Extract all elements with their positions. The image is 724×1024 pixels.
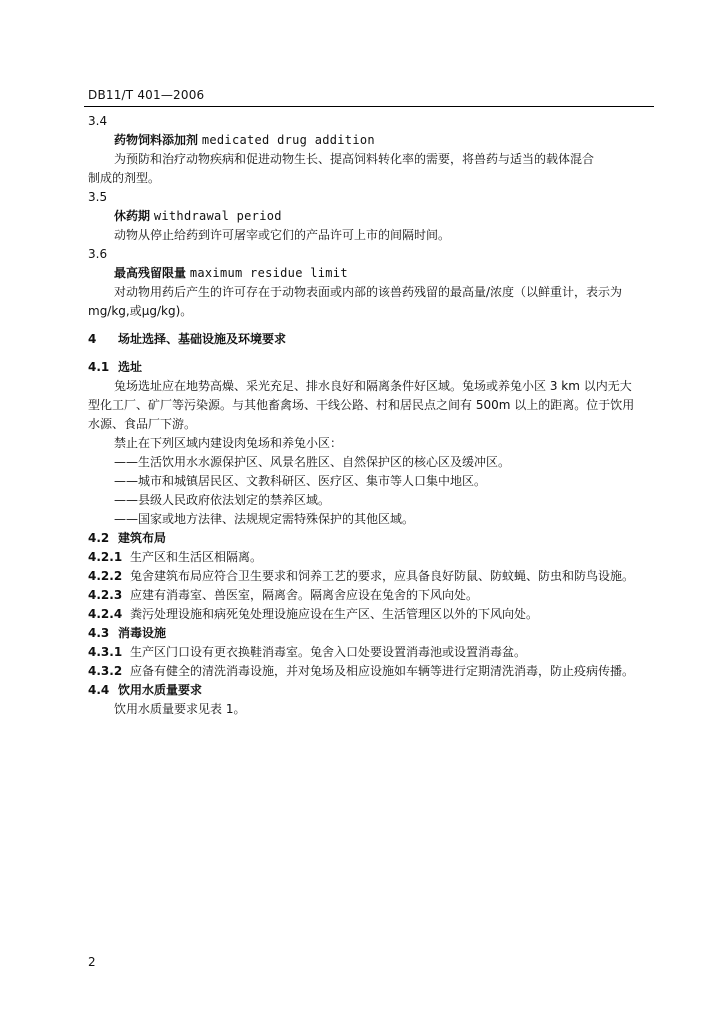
- subsection-4-1: [88, 358, 656, 529]
- page-number: 2: [88, 955, 96, 969]
- term-title-en: maximum residue limit: [189, 266, 348, 280]
- term-definition-line: 为预防和治疗动物疾病和促进动物生长、提高饲料转化率的需要，将兽药与适当的载体混合: [114, 152, 595, 166]
- clause-number: 4.2.4: [88, 607, 123, 621]
- term-title-zh: 休药期: [114, 209, 151, 223]
- prohibit-intro: 禁止在下列区域内建设肉兔场和养兔小区：: [114, 436, 343, 450]
- subsection-heading: [88, 529, 656, 548]
- paragraph-line: 水源、食品厂下游。: [88, 417, 197, 431]
- term-3-4: [88, 112, 656, 188]
- clause: [88, 586, 656, 605]
- subsection-4-3: [88, 624, 656, 681]
- subsection-number: 4.2: [88, 531, 110, 545]
- subsection-number: 4.3: [88, 626, 110, 640]
- section-number: 4: [88, 332, 97, 346]
- term-number: 3.4: [88, 114, 108, 128]
- section-heading: [88, 330, 656, 349]
- list-item: ——县级人民政府依法划定的禁养区域。: [114, 493, 331, 507]
- paragraph-line: 饮用水质量要求见表 1。: [114, 702, 246, 716]
- list-item: ——城市和城镇居民区、文教科研区、医疗区、集市等人口集中地区。: [114, 474, 487, 488]
- clause-text: 兔舍建筑布局应符合卫生要求和饲养工艺的要求，应具备良好防鼠、防蚊蝇、防虫和防鸟设施。: [130, 569, 635, 583]
- subsection-number: 4.4: [88, 683, 110, 697]
- clause: [88, 548, 656, 567]
- subsection-4-2: [88, 529, 656, 624]
- clause-text: 粪污处理设施和病死兔处理设施应设在生产区、生活管理区以外的下风向处。: [130, 607, 539, 621]
- term-definition-line: 动物从停止给药到许可屠宰或它们的产品许可上市的间隔时间。: [114, 228, 451, 242]
- term-title: [88, 264, 656, 283]
- term-3-5: [88, 188, 656, 245]
- clause-number: 4.2.2: [88, 569, 123, 583]
- subsection-heading: [88, 681, 656, 700]
- term-title: [88, 131, 656, 150]
- clause-number: 4.3.1: [88, 645, 123, 659]
- subsection-number: 4.1: [88, 360, 110, 374]
- subsection-title: 饮用水质量要求: [118, 683, 203, 697]
- clause-text: 生产区和生活区相隔离。: [130, 550, 263, 564]
- list-item: ——国家或地方法律、法规规定需特殊保护的其他区域。: [114, 512, 415, 526]
- subsection-title: 建筑布局: [118, 531, 167, 545]
- clause: [88, 567, 656, 586]
- term-title-zh: 最高残留限量: [114, 266, 187, 280]
- clause-number: 4.2.3: [88, 588, 123, 602]
- subsection-heading: [88, 624, 656, 643]
- paragraph-line: 型化工厂、矿厂等污染源。与其他畜禽场、干线公路、村和居民点之间有 500m 以上的距离。位于饮用: [88, 398, 635, 412]
- list-item: ——生活饮用水水源保护区、风景名胜区、自然保护区的核心区及缓冲区。: [114, 455, 511, 469]
- clause: [88, 643, 656, 662]
- clause-number: 4.3.2: [88, 664, 123, 678]
- term-3-6: [88, 245, 656, 321]
- clause-text: 应建有消毒室、兽医室，隔离舍。隔离舍应设在兔舍的下风向处。: [130, 588, 479, 602]
- paragraph-line: 兔场选址应在地势高燥、采光充足、排水良好和隔离条件好区域。兔场或养兔小区 3 km 以内无大: [114, 379, 632, 393]
- clause-number: 4.2.1: [88, 550, 123, 564]
- header-rule: [84, 106, 654, 107]
- term-title-en: withdrawal period: [153, 209, 282, 223]
- clause-text: 生产区门口设有更衣换鞋消毒室。兔舍入口处要设置消毒池或设置消毒盆。: [130, 645, 527, 659]
- subsection-4-4: [88, 681, 656, 719]
- subsection-heading: [88, 358, 656, 377]
- section-4: [88, 330, 656, 349]
- term-title: [88, 207, 656, 226]
- term-definition-line: 对动物用药后产生的许可存在于动物表面或内部的该兽药残留的最高量/浓度（以鲜重计，表示为: [114, 285, 623, 299]
- standard-code-header: DB11/T 401—2006: [88, 88, 205, 102]
- term-title-zh: 药物饲料添加剂: [114, 133, 199, 147]
- term-number: 3.6: [88, 247, 108, 261]
- clause: [88, 605, 656, 624]
- clause: [88, 662, 656, 681]
- clause-text: 应备有健全的清洗消毒设施，并对兔场及相应设施如车辆等进行定期清洗消毒，防止疫病传播。: [130, 664, 635, 678]
- subsection-title: 选址: [118, 360, 143, 374]
- term-number: 3.5: [88, 190, 108, 204]
- term-definition-line: 制成的剂型。: [88, 171, 161, 185]
- subsection-title: 消毒设施: [118, 626, 167, 640]
- term-title-en: medicated drug addition: [201, 133, 375, 147]
- term-definition-line: mg/kg,或μg/kg)。: [88, 304, 193, 318]
- section-title: 场址选择、基础设施及环境要求: [118, 332, 287, 346]
